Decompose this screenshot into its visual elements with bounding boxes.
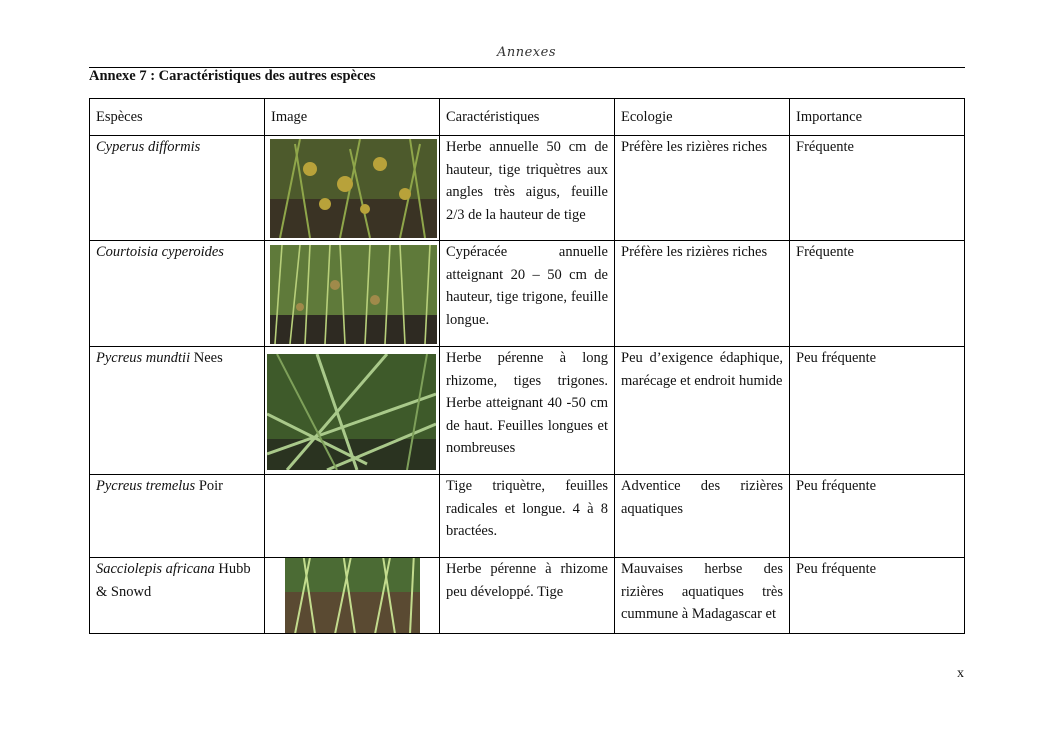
image-cell xyxy=(265,558,440,634)
species-name: Pycreus tremelus xyxy=(96,478,196,494)
ecologie-cell: Adventice des rizières aquatiques xyxy=(615,475,790,558)
running-header: Annexes xyxy=(496,45,557,60)
importance-cell: Peu fréquente xyxy=(790,475,965,558)
column-header: Caractéristiques xyxy=(440,99,615,136)
species-cell xyxy=(90,241,265,347)
importance-cell: Fréquente xyxy=(790,136,965,241)
plant-photo xyxy=(270,245,437,344)
plant-photo xyxy=(270,139,437,238)
species-name: Pycreus mundtii xyxy=(96,350,191,366)
species-table xyxy=(89,98,965,634)
table-row xyxy=(90,558,965,634)
table-header-row xyxy=(90,99,965,136)
ecologie-cell: Préfère les rizières riches xyxy=(615,136,790,241)
column-header: Importance xyxy=(790,99,965,136)
importance-cell: Peu fréquente xyxy=(790,347,965,475)
caracteristiques-cell: Herbe pérenne à rhizome peu développé. Tige xyxy=(440,558,615,634)
table-row xyxy=(90,475,965,558)
species-name: Sacciolepis africana xyxy=(96,561,215,577)
ecologie-cell: Peu d’exigence édaphique, marécage et endroit humide xyxy=(615,347,790,475)
species-cell xyxy=(90,558,265,634)
image-cell xyxy=(265,475,440,558)
species-name: Cyperus difformis xyxy=(96,139,201,155)
table-row xyxy=(90,136,965,241)
column-header: Ecologie xyxy=(615,99,790,136)
image-cell xyxy=(265,241,440,347)
species-author: Hubb & Snowd xyxy=(96,561,251,600)
table-row xyxy=(90,241,965,347)
caracteristiques-cell: Tige triquètre, feuilles radicales et longue. 4 à 8 bractées. xyxy=(440,475,615,558)
page-number: x xyxy=(957,666,964,681)
caracteristiques-cell: Cypéracée annuelle atteignant 20 – 50 cm de hauteur, tige trigone, feuille longue. xyxy=(440,241,615,347)
species-cell xyxy=(90,347,265,475)
ecologie-cell: Préfère les rizières riches xyxy=(615,241,790,347)
annex-title: Annexe 7 : Caractéristiques des autres espèces xyxy=(89,68,376,84)
caracteristiques-cell: Herbe annuelle 50 cm de hauteur, tige triquètres aux angles très aigus, feuille 2/3 de la hauteur de tige xyxy=(440,136,615,241)
column-header: Espèces xyxy=(90,99,265,136)
species-cell xyxy=(90,475,265,558)
species-cell xyxy=(90,136,265,241)
caracteristiques-cell: Herbe pérenne à long rhizome, tiges trigones. Herbe atteignant 40 -50 cm de haut. Feuilles longues et nombreuses xyxy=(440,347,615,475)
species-author: Poir xyxy=(195,478,223,494)
species-author: Nees xyxy=(190,350,223,366)
species-name: Courtoisia cyperoides xyxy=(96,244,224,260)
plant-photo xyxy=(285,558,420,634)
importance-cell: Fréquente xyxy=(790,241,965,347)
column-header: Image xyxy=(265,99,440,136)
ecologie-cell: Mauvaises herbse des rizières aquatiques très cummune à Madagascar et xyxy=(615,558,790,634)
table-row xyxy=(90,347,965,475)
importance-cell: Peu fréquente xyxy=(790,558,965,634)
image-cell xyxy=(265,136,440,241)
image-cell xyxy=(265,347,440,475)
plant-photo xyxy=(267,354,436,470)
